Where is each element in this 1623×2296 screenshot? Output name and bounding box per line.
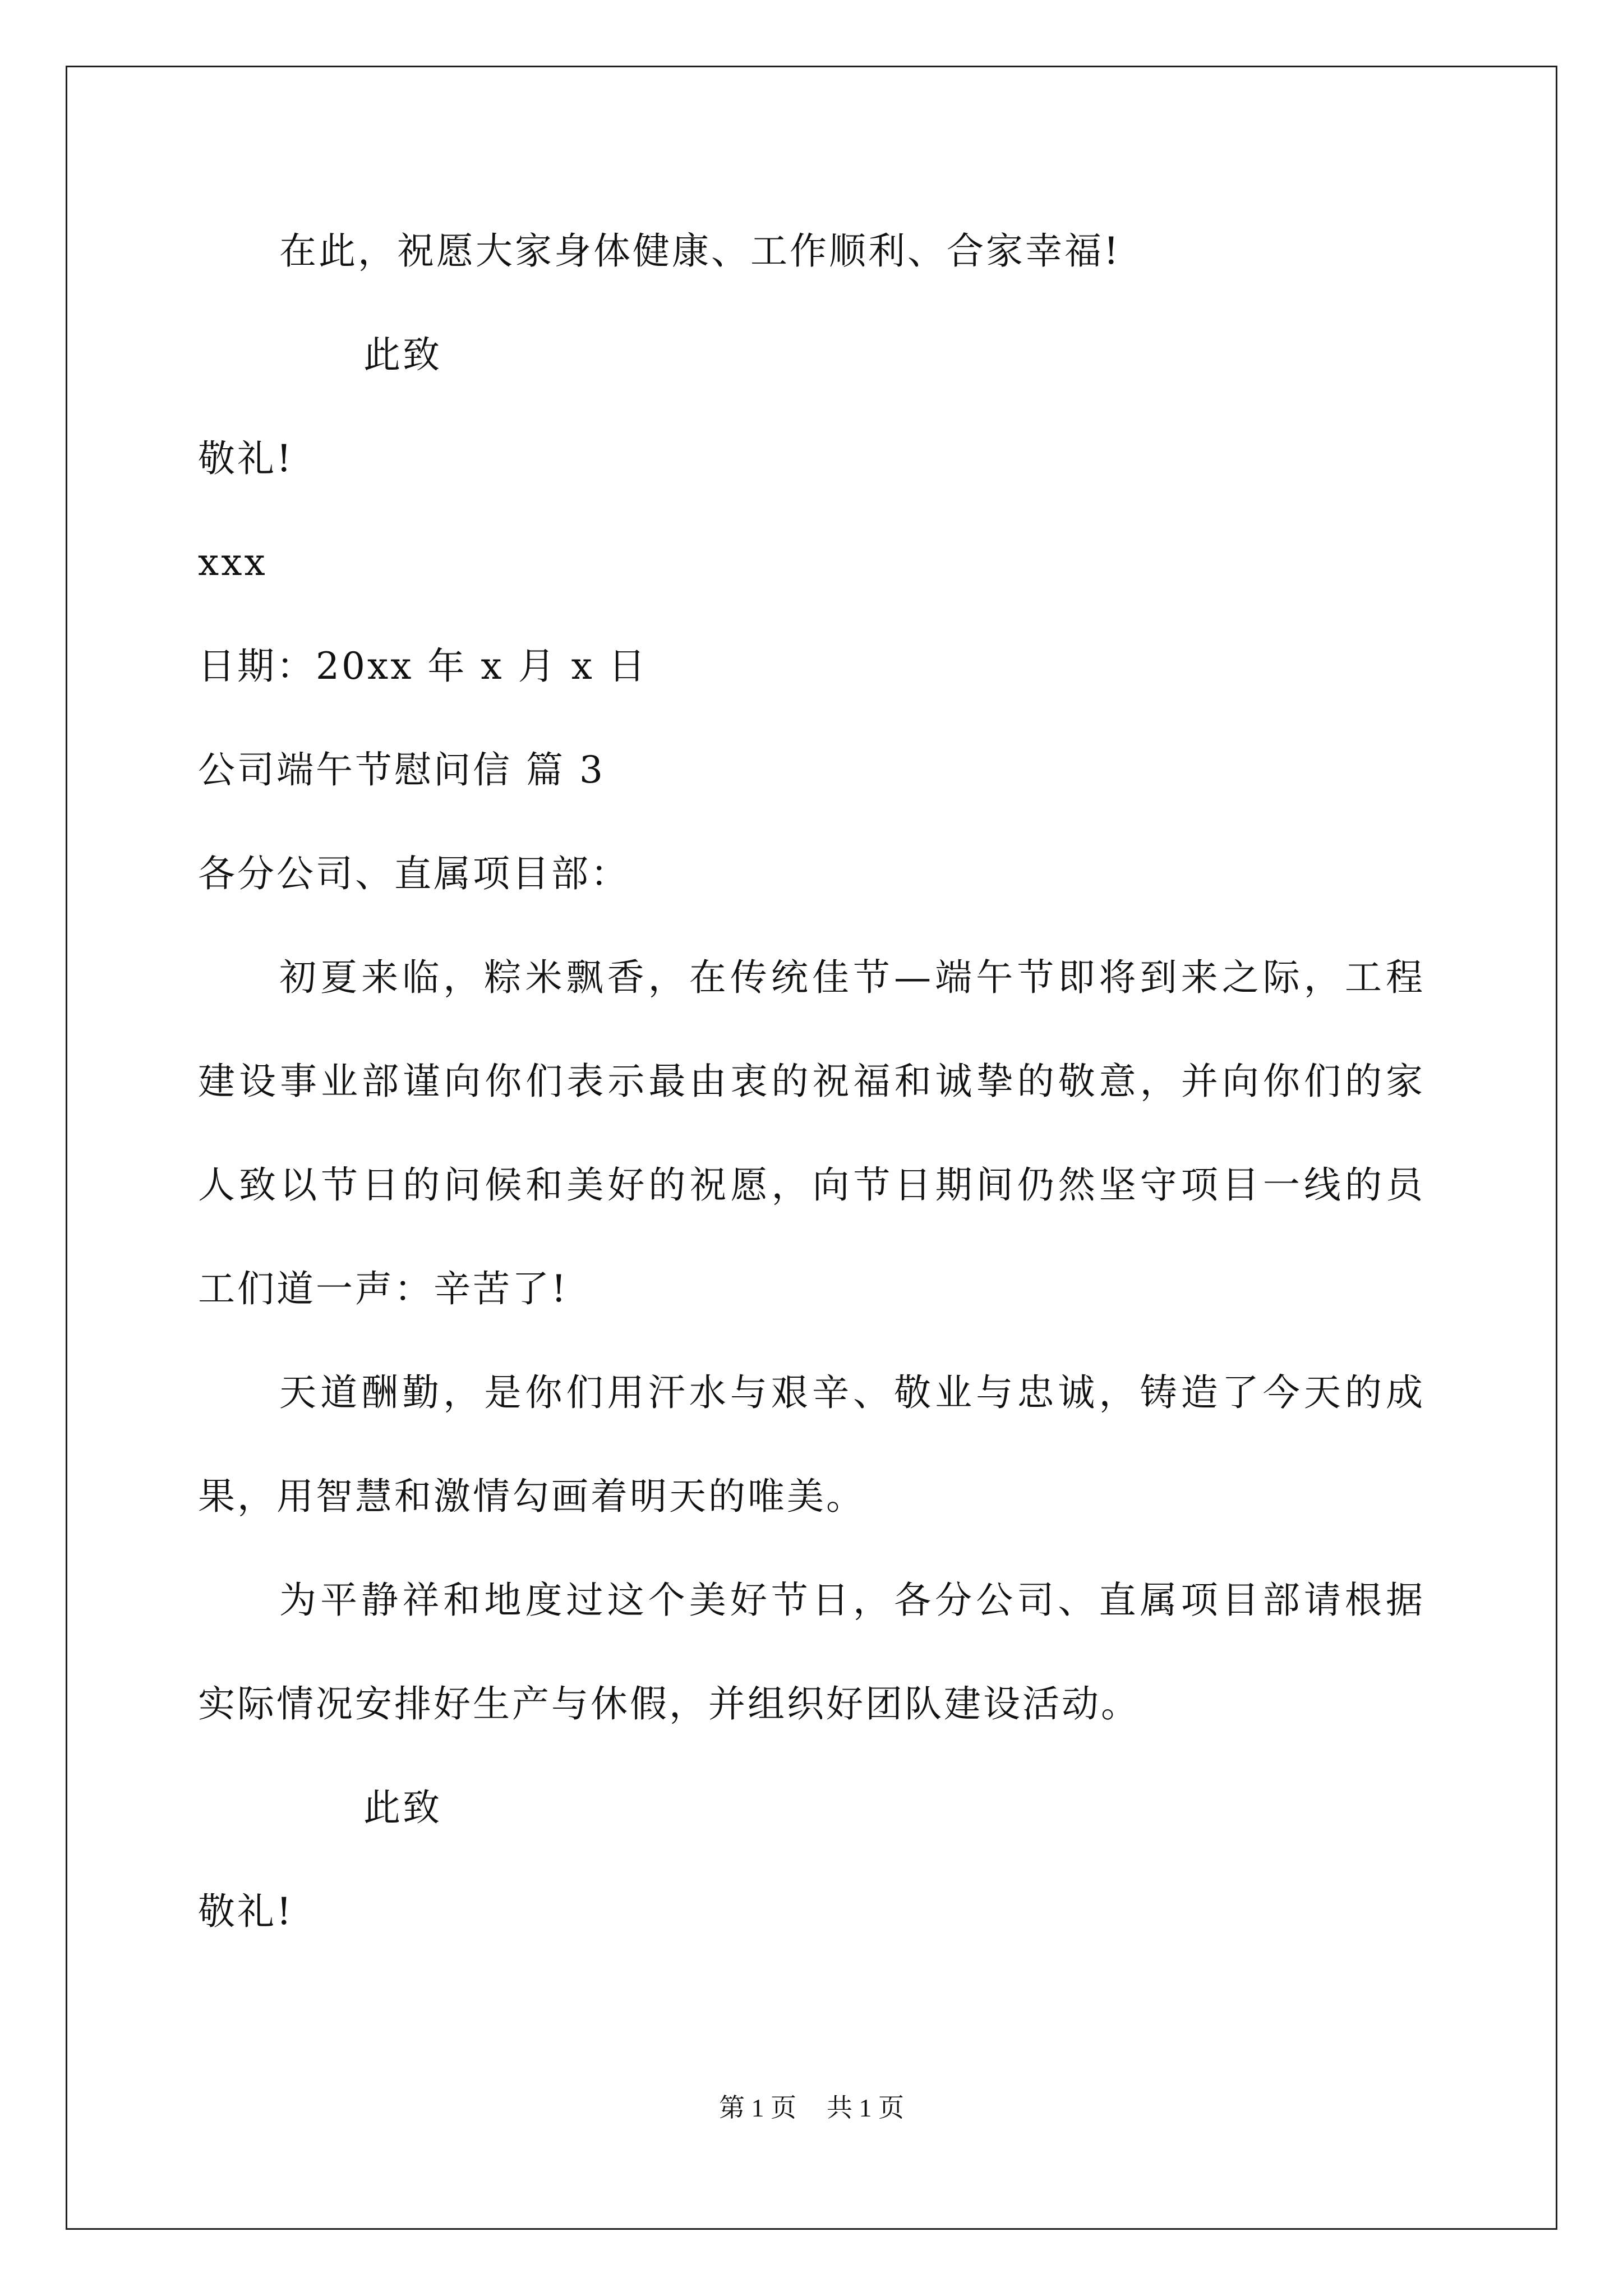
closing-wish: 在此，祝愿大家身体健康、工作顺利、合家幸福!	[279, 229, 1121, 273]
paragraph-line: 建设事业部谨向你们表示最由衷的祝福和诚挚的敬意，并向你们的家	[198, 1060, 1425, 1103]
page-number: 第 1 页	[719, 2093, 796, 2122]
paragraph-line: 人致以节日的问候和美好的祝愿，向节日期间仍然坚守项目一线的员	[198, 1163, 1425, 1207]
salutation-jingli: 敬礼!	[198, 437, 294, 480]
paragraph-line: 天道酬勤，是你们用汗水与艰辛、敬业与忠诚，铸造了今天的成	[279, 1371, 1425, 1414]
date-line: 日期：20xx 年 x 月 x 日	[198, 645, 648, 688]
paragraph-line: 实际情况安排好生产与休假，并组织好团队建设活动。	[198, 1682, 1140, 1726]
page-total: 共 1 页	[827, 2093, 904, 2122]
salutation-jingli: 敬礼!	[198, 1890, 294, 1933]
signature: xxx	[198, 541, 268, 584]
salutation-cizhi: 此致	[363, 1786, 442, 1829]
paragraph-line: 果，用智慧和激情勾画着明天的唯美。	[198, 1475, 865, 1518]
paragraph-line: 工们道一声：辛苦了!	[198, 1267, 569, 1310]
page-footer	[0, 2092, 1623, 2124]
section-title: 公司端午节慰问信 篇 3	[198, 748, 605, 792]
salutation-cizhi: 此致	[363, 333, 442, 376]
paragraph-line: 为平静祥和地度过这个美好节日，各分公司、直属项目部请根据	[279, 1579, 1425, 1622]
recipient-line: 各分公司、直属项目部：	[198, 852, 630, 895]
paragraph-line: 初夏来临，粽米飘香，在传统佳节—端午节即将到来之际，工程	[279, 956, 1425, 999]
